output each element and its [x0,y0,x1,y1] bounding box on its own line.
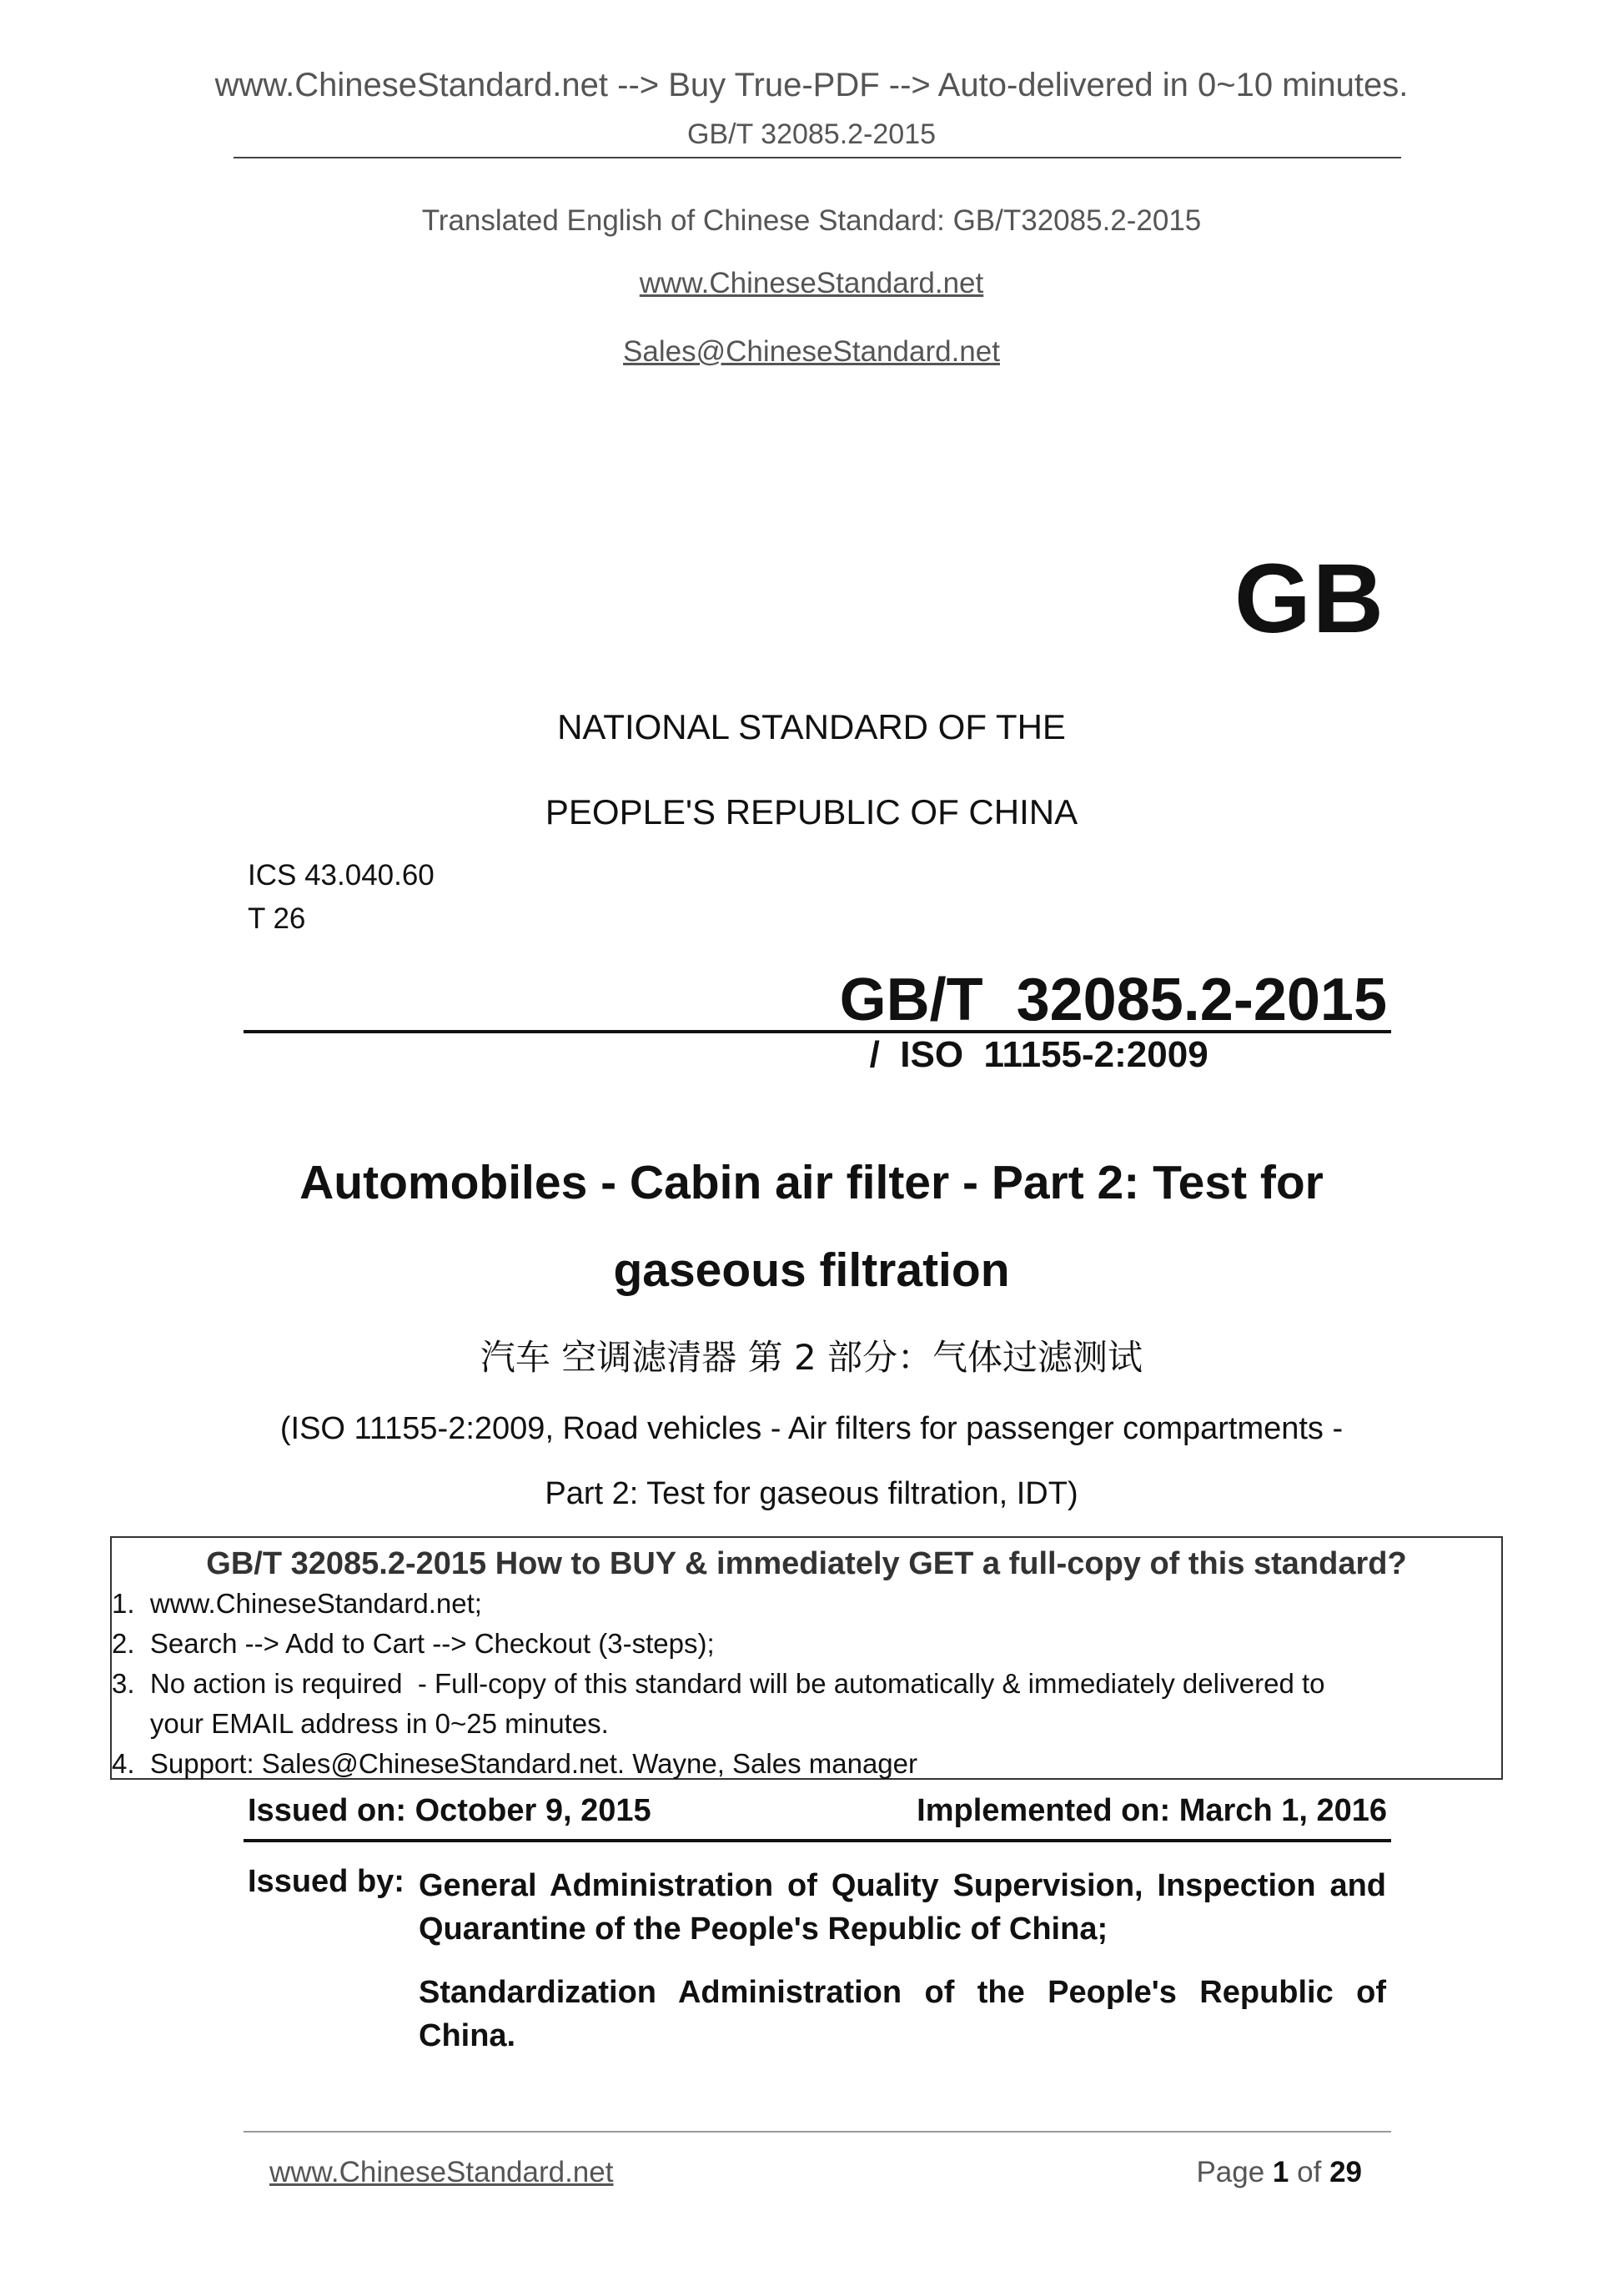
buy-info-box [110,1536,1503,1780]
header-banner: www.ChineseStandard.net --> Buy True-PDF --> Auto-delivered in 0~10 minutes. [214,67,1409,103]
standard-divider [244,1030,1391,1033]
buy-step-1[interactable]: 1. www.ChineseStandard.net; [112,1588,482,1619]
page-indicator: Page 1 of 29 [1196,2156,1362,2188]
email-link[interactable]: Sales@ChineseStandard.net [623,335,1000,368]
iso-reference-1: (ISO 11155-2:2009, Road vehicles - Air filters for passenger compartments - [279,1411,1344,1446]
issued-by-org-2: Standardization Administration of the People's Republic of China. [419,1975,1386,2053]
buy-box-title: GB/T 32085.2-2015 How to BUY & immediately GET a full-copy of this standard? [206,1546,1407,1581]
title-line-2: gaseous filtration [613,1243,1010,1297]
buy-step-3-cont: your EMAIL address in 0~25 minutes. [112,1708,609,1739]
buy-step-3: 3. No action is required - Full-copy of this standard will be automatically & immediately delivered to [112,1668,1325,1699]
ics-code: ICS 43.040.60 [248,859,435,892]
national-line-2: PEOPLE'S REPUBLIC OF CHINA [545,792,1078,831]
issued-date: Issued on: October 9, 2015 [248,1793,651,1828]
t-code: T 26 [248,902,306,935]
standard-number: GB/T 32085.2-2015 [839,967,1387,1033]
website-link[interactable]: www.ChineseStandard.net [639,267,984,299]
footer-website-link[interactable]: www.ChineseStandard.net [269,2156,614,2188]
iso-number: / ISO 11155-2:2009 [869,1034,1208,1075]
buy-step-4: 4. Support: Sales@ChineseStandard.net. Wayne, Sales manager [112,1748,917,1779]
iso-reference-2: Part 2: Test for gaseous filtration, IDT) [545,1476,1078,1511]
national-line-1: NATIONAL STANDARD OF THE [557,707,1066,746]
buy-step-2: 2. Search --> Add to Cart --> Checkout (3-steps); [112,1628,715,1659]
header-divider [234,157,1401,158]
dates-divider [244,1839,1391,1842]
issued-by-label: Issued by: [248,1864,404,1899]
title-chinese: 汽车 空调滤清器 第 2 部分：气体过滤测试 [480,1337,1143,1378]
issued-by-org-1: General Administration of Quality Supervision, Inspection and Quarantine of the People's Republic of China; [419,1868,1386,1947]
gb-logo: GB [1234,544,1385,654]
header-doc-code: GB/T 32085.2-2015 [686,118,937,150]
translated-note: Translated English of Chinese Standard: GB/T32085.2-2015 [421,204,1202,237]
implemented-date: Implemented on: March 1, 2016 [917,1793,1387,1828]
footer-divider [244,2131,1391,2133]
standard-number-line [832,951,1387,1076]
title-line-1: Automobiles - Cabin air filter - Part 2: Test for [299,1156,1324,1209]
